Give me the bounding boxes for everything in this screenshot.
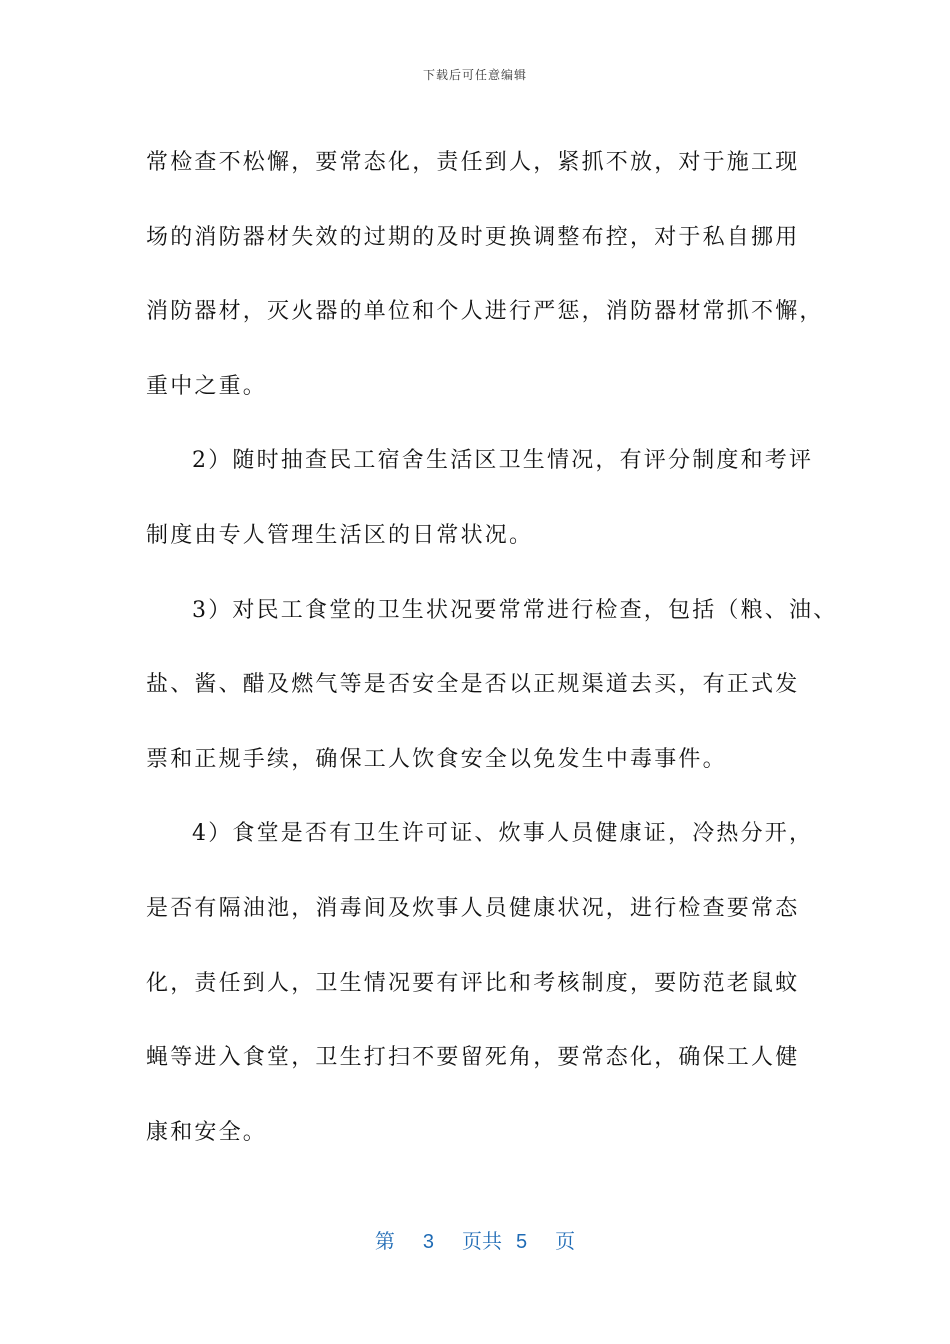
text-line: 是否有隔油池，消毒间及炊事人员健康状况，进行检查要常态 bbox=[146, 895, 800, 921]
text-line: 盐、酱、醋及燃气等是否安全是否以正规渠道去买，有正式发 bbox=[146, 672, 800, 698]
document-body bbox=[146, 126, 838, 1170]
text-line: 场的消防器材失效的过期的及时更换调整布控，对于私自挪用 bbox=[146, 224, 800, 250]
page-prefix: 第 bbox=[374, 1231, 395, 1253]
page-header: 下载后可任意编辑 bbox=[422, 68, 527, 82]
total-pages-number: 5 bbox=[516, 1231, 528, 1253]
text-line: 化，责任到人，卫生情况要有评比和考核制度，要防范老鼠蚊 bbox=[146, 970, 800, 996]
page-mid: 页共 bbox=[462, 1231, 502, 1253]
text-line: 3）对民工食堂的卫生状况要常常进行检查，包括（粮、油、 bbox=[192, 597, 838, 623]
text-line: 票和正规手续，确保工人饮食安全以免发生中毒事件。 bbox=[146, 746, 727, 772]
text-line: 消防器材，灭火器的单位和个人进行严惩，消防器材常抓不懈， bbox=[146, 299, 824, 325]
text-line: 制度由专人管理生活区的日常状况。 bbox=[146, 522, 534, 548]
page-footer bbox=[0, 1225, 950, 1254]
page-suffix: 页 bbox=[555, 1231, 576, 1253]
text-line: 2）随时抽查民工宿舍生活区卫生情况，有评分制度和考评 bbox=[192, 448, 814, 474]
text-line: 4）食堂是否有卫生许可证、炊事人员健康证，冷热分开， bbox=[192, 821, 814, 847]
text-line: 康和安全。 bbox=[146, 1119, 268, 1145]
current-page-number: 3 bbox=[422, 1231, 434, 1253]
text-line: 常检查不松懈，要常态化，责任到人，紧抓不放，对于施工现 bbox=[146, 150, 800, 175]
text-line: 重中之重。 bbox=[146, 373, 268, 399]
text-line: 蝇等进入食堂，卫生打扫不要留死角，要常态化，确保工人健 bbox=[146, 1045, 800, 1071]
